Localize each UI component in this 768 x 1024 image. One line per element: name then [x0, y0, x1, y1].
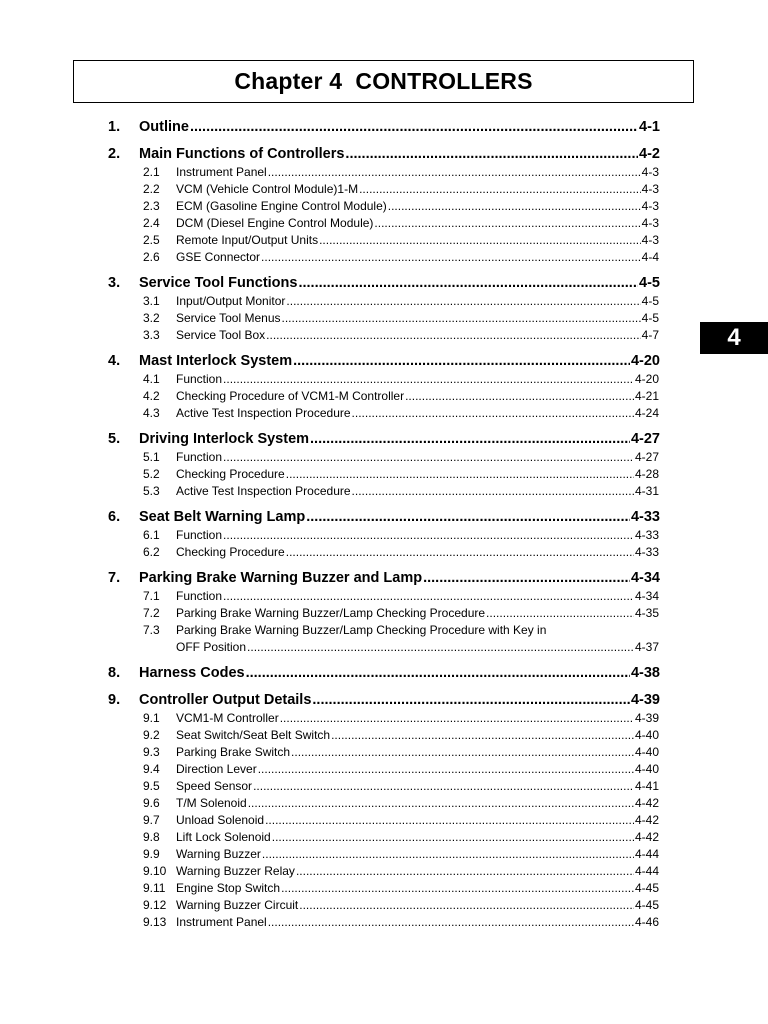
toc-subsection[interactable]	[143, 745, 659, 759]
page-number: 4-33	[634, 528, 659, 542]
dot-leader	[293, 353, 630, 369]
page-number: 4-44	[634, 864, 659, 878]
entry-number: 8.	[108, 665, 121, 681]
dot-leader	[248, 796, 634, 810]
dot-leader	[247, 640, 634, 654]
toc-subsection[interactable]	[143, 372, 659, 386]
chapter-title: Chapter 4 CONTROLLERS	[234, 68, 533, 94]
dot-leader	[223, 528, 634, 542]
dot-leader	[352, 484, 634, 498]
toc-subsection[interactable]	[143, 311, 659, 325]
entry-label: Service Tool Menus	[176, 311, 281, 325]
page-number: 4-37	[634, 640, 659, 654]
entry-number: 2.5	[143, 233, 160, 247]
toc-section-3[interactable]	[108, 275, 660, 291]
page-number: 4-34	[630, 570, 660, 586]
entry-label: VCM (Vehicle Control Module)1-M	[176, 182, 359, 196]
toc-subsection[interactable]	[143, 847, 659, 861]
toc-subsection[interactable]	[143, 813, 659, 827]
entry-number: 3.2	[143, 311, 160, 325]
dot-leader	[291, 745, 634, 759]
dot-leader	[272, 830, 634, 844]
entry-label: Warning Buzzer	[176, 847, 261, 861]
page-number: 4-5	[641, 311, 659, 325]
entry-number: 2.	[108, 146, 121, 162]
toc-subsection[interactable]	[143, 830, 659, 844]
page-number: 4-3	[641, 199, 659, 213]
toc-subsection[interactable]	[143, 165, 659, 179]
entry-label: Seat Belt Warning Lamp	[139, 509, 306, 525]
page-number: 4-45	[634, 881, 659, 895]
entry-label: DCM (Diesel Engine Control Module)	[176, 216, 374, 230]
page-number: 4-28	[634, 467, 659, 481]
entry-number: 9.10	[143, 864, 167, 878]
toc-subsection[interactable]	[143, 762, 659, 776]
dot-leader	[258, 762, 634, 776]
entry-label: Outline	[139, 119, 189, 135]
dot-leader	[280, 711, 634, 725]
toc-subsection[interactable]	[143, 915, 659, 929]
entry-label: Controller Output Details	[139, 692, 312, 708]
dot-leader	[405, 389, 634, 403]
entry-number: 7.2	[143, 606, 160, 620]
page-number: 4-41	[634, 779, 659, 793]
entry-label: Service Tool Box	[176, 328, 266, 342]
entry-number: 7.3	[143, 623, 160, 637]
entry-number: 2.1	[143, 165, 160, 179]
entry-number: 6.	[108, 509, 121, 525]
entry-label: Remote Input/Output Units	[176, 233, 319, 247]
entry-label: Service Tool Functions	[139, 275, 298, 291]
dot-leader	[268, 165, 641, 179]
dot-leader	[266, 328, 641, 342]
toc-subsection[interactable]	[143, 484, 659, 498]
page-number: 4-5	[641, 294, 659, 308]
toc-subsection[interactable]	[143, 779, 659, 793]
entry-number: 9.12	[143, 898, 167, 912]
toc-section-1[interactable]	[108, 119, 660, 135]
entry-label: Function	[176, 528, 223, 542]
toc-subsection[interactable]	[143, 467, 659, 481]
entry-number: 9.6	[143, 796, 160, 810]
entry-number: 9.3	[143, 745, 160, 759]
dot-leader	[298, 275, 638, 291]
entry-number: 4.1	[143, 372, 160, 386]
page-number: 4-40	[634, 728, 659, 742]
entry-number: 9.1	[143, 711, 160, 725]
entry-number: 6.2	[143, 545, 160, 559]
entry-label: Warning Buzzer Relay	[176, 864, 295, 878]
page-number: 4-20	[630, 353, 660, 369]
entry-number: 3.3	[143, 328, 160, 342]
dot-leader	[312, 692, 630, 708]
toc-section-9[interactable]	[108, 692, 660, 708]
entry-label: Mast Interlock System	[139, 353, 293, 369]
entry-label: Main Functions of Controllers	[139, 146, 345, 162]
page-number: 4-39	[630, 692, 660, 708]
toc-section-5[interactable]	[108, 431, 660, 447]
entry-number: 9.13	[143, 915, 167, 929]
entry-number: 9.5	[143, 779, 160, 793]
toc-subsection[interactable]	[143, 898, 659, 912]
entry-number: 7.1	[143, 589, 160, 603]
entry-number: 9.2	[143, 728, 160, 742]
page-number: 4-31	[634, 484, 659, 498]
entry-number: 2.3	[143, 199, 160, 213]
entry-label: Checking Procedure of VCM1-M Controller	[176, 389, 405, 403]
entry-number: 6.1	[143, 528, 160, 542]
dot-leader	[423, 570, 630, 586]
toc-subsection[interactable]	[143, 545, 659, 559]
entry-number: 9.7	[143, 813, 160, 827]
dot-leader	[286, 294, 640, 308]
page-number: 4-33	[630, 509, 660, 525]
toc-section-6[interactable]	[108, 509, 660, 525]
entry-number: 2.4	[143, 216, 160, 230]
toc-subsection[interactable]	[143, 623, 659, 637]
dot-leader	[486, 606, 634, 620]
dot-leader	[190, 119, 638, 135]
entry-label: Driving Interlock System	[139, 431, 310, 447]
dot-leader	[223, 589, 634, 603]
page-number: 4-35	[634, 606, 659, 620]
page-number: 4-20	[634, 372, 659, 386]
entry-number: 2.6	[143, 250, 160, 264]
page-number: 4-39	[634, 711, 659, 725]
toc-section-2[interactable]	[108, 146, 660, 162]
entry-label: Instrument Panel	[176, 915, 267, 929]
toc-subsection[interactable]	[143, 606, 659, 620]
page-number: 4-27	[630, 431, 660, 447]
toc-subsection[interactable]	[143, 796, 659, 810]
toc-subsection[interactable]	[143, 864, 659, 878]
entry-label: Parking Brake Warning Buzzer/Lamp Checking Procedure with Key in	[176, 623, 547, 637]
entry-label: Input/Output Monitor	[176, 294, 286, 308]
page-number: 4-7	[641, 328, 659, 342]
entry-number: 9.11	[143, 881, 166, 895]
entry-label: Active Test Inspection Procedure	[176, 484, 351, 498]
entry-number: 5.	[108, 431, 121, 447]
dot-leader	[331, 728, 634, 742]
dot-leader	[296, 864, 634, 878]
entry-number: 4.	[108, 353, 121, 369]
chapter-tab: 4	[700, 322, 768, 354]
dot-leader	[253, 779, 634, 793]
page-number: 4-3	[641, 165, 659, 179]
entry-number: 4.2	[143, 389, 160, 403]
entry-label: ECM (Gasoline Engine Control Module)	[176, 199, 387, 213]
entry-number: 3.	[108, 275, 121, 291]
page-number: 4-42	[634, 830, 659, 844]
entry-label: Parking Brake Warning Buzzer/Lamp Checking Procedure	[176, 606, 486, 620]
toc-section-8[interactable]	[108, 665, 660, 681]
toc-subsection[interactable]	[143, 328, 659, 342]
entry-label: Function	[176, 372, 223, 386]
page-number: 4-24	[634, 406, 659, 420]
dot-leader	[352, 406, 634, 420]
entry-label: Lift Lock Solenoid	[176, 830, 271, 844]
toc-subsection[interactable]	[143, 233, 659, 247]
toc-subsection[interactable]	[143, 182, 659, 196]
page-number: 4-3	[641, 233, 659, 247]
dot-leader	[265, 813, 634, 827]
page-number: 4-42	[634, 813, 659, 827]
page-number: 4-1	[639, 119, 660, 135]
entry-number: 5.3	[143, 484, 160, 498]
dot-leader	[310, 431, 630, 447]
entry-number: 3.1	[143, 294, 160, 308]
toc-section-4[interactable]	[108, 353, 660, 369]
dot-leader	[223, 372, 634, 386]
entry-number: 9.	[108, 692, 121, 708]
entry-number: 1.	[108, 119, 121, 135]
toc-subsection[interactable]	[143, 450, 659, 464]
toc-subsection[interactable]	[143, 199, 659, 213]
toc-section-7[interactable]	[108, 570, 660, 586]
dot-leader	[282, 311, 641, 325]
page-number: 4-42	[634, 796, 659, 810]
toc-subsection[interactable]	[143, 250, 659, 264]
entry-label: Function	[176, 450, 223, 464]
toc-subsection[interactable]	[143, 216, 659, 230]
toc-subsection[interactable]	[143, 881, 659, 895]
toc-subsection-continuation[interactable]	[176, 640, 659, 654]
entry-label: Parking Brake Warning Buzzer and Lamp	[139, 570, 423, 586]
dot-leader	[223, 450, 634, 464]
dot-leader	[359, 182, 641, 196]
dot-leader	[345, 146, 638, 162]
entry-label: Checking Procedure	[176, 467, 285, 481]
page-number: 4-21	[634, 389, 659, 403]
entry-label: Unload Solenoid	[176, 813, 265, 827]
entry-number: 9.9	[143, 847, 160, 861]
dot-leader	[299, 898, 634, 912]
entry-number: 5.1	[143, 450, 160, 464]
dot-leader	[261, 250, 641, 264]
entry-label: VCM1-M Controller	[176, 711, 279, 725]
page-number: 4-2	[639, 146, 660, 162]
dot-leader	[319, 233, 641, 247]
page-number: 4-27	[634, 450, 659, 464]
toc-subsection[interactable]	[143, 406, 659, 420]
page-number: 4-44	[634, 847, 659, 861]
page-number: 4-40	[634, 745, 659, 759]
entry-number: 4.3	[143, 406, 160, 420]
entry-number: 2.2	[143, 182, 160, 196]
entry-label: Parking Brake Switch	[176, 745, 291, 759]
entry-label: GSE Connector	[176, 250, 261, 264]
page-number: 4-40	[634, 762, 659, 776]
entry-label: Instrument Panel	[176, 165, 267, 179]
entry-number: 5.2	[143, 467, 160, 481]
page-number: 4-34	[634, 589, 659, 603]
entry-label: Seat Switch/Seat Belt Switch	[176, 728, 331, 742]
toc-subsection[interactable]	[143, 589, 659, 603]
entry-number: 9.4	[143, 762, 160, 776]
entry-label: Engine Stop Switch	[176, 881, 281, 895]
dot-leader	[306, 509, 630, 525]
entry-label: T/M Solenoid	[176, 796, 247, 810]
page-number: 4-33	[634, 545, 659, 559]
dot-leader	[286, 467, 634, 481]
entry-number: 7.	[108, 570, 121, 586]
dot-leader	[281, 881, 634, 895]
toc-subsection[interactable]	[143, 389, 659, 403]
entry-label: Direction Lever	[176, 762, 257, 776]
entry-label: Active Test Inspection Procedure	[176, 406, 351, 420]
entry-label: Checking Procedure	[176, 545, 285, 559]
toc-subsection[interactable]	[143, 528, 659, 542]
toc-subsection[interactable]	[143, 728, 659, 742]
page-number: 4-45	[634, 898, 659, 912]
page-number: 4-3	[641, 182, 659, 196]
dot-leader	[262, 847, 634, 861]
dot-leader	[286, 545, 634, 559]
page-number: 4-38	[630, 665, 660, 681]
entry-label: Harness Codes	[139, 665, 245, 681]
page-number: 4-3	[641, 216, 659, 230]
page-number: 4-5	[639, 275, 660, 291]
dot-leader	[268, 915, 634, 929]
toc-subsection[interactable]	[143, 294, 659, 308]
entry-label: Function	[176, 589, 223, 603]
entry-label: OFF Position	[176, 640, 247, 654]
page-number: 4-46	[634, 915, 659, 929]
dot-leader	[388, 199, 641, 213]
dot-leader	[246, 665, 630, 681]
dot-leader	[374, 216, 640, 230]
entry-label: Speed Sensor	[176, 779, 253, 793]
page-number: 4-4	[641, 250, 659, 264]
toc-subsection[interactable]	[143, 711, 659, 725]
entry-number: 9.8	[143, 830, 160, 844]
entry-label: Warning Buzzer Circuit	[176, 898, 299, 912]
